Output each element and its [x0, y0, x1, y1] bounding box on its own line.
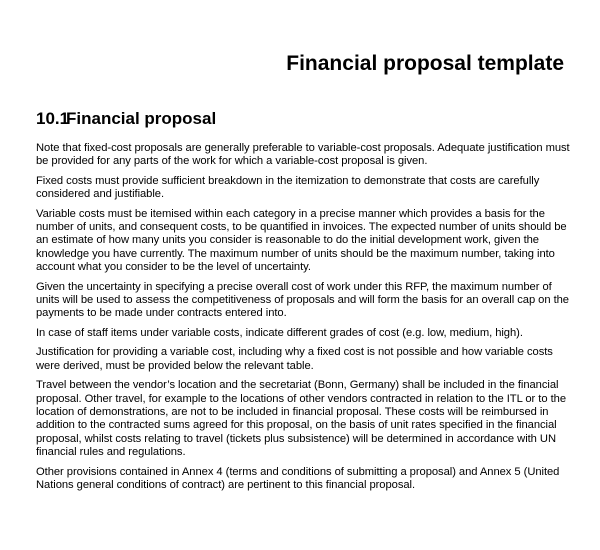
- section-heading: [36, 109, 216, 129]
- section-body: [36, 142, 572, 498]
- section-title: Financial proposal: [66, 109, 217, 128]
- paragraph-other-provisions: Other provisions contained in Annex 4 (terms and conditions of submitting a proposal) and Annex 5 (United Nations general conditions of contract) are pertinent to this financial proposal.: [36, 465, 560, 491]
- paragraph-travel: Travel between the vendor’s location and the secretariat (Bonn, Germany) shall be included in the financial proposal. Other travel, for example to the locations of other vendors contracted in relation to the ITL or to the location of demonstrations, are not to be included in financial proposal. These costs will be reimbursed in addition to the contracted sums agreed for this proposal, on the basis of unit rates specified in the financial proposal, whilst costs relating to travel (tickets plus subsistence) will be determined in accordance with UN financial rules and regulations.: [36, 379, 566, 459]
- paragraph-variable-costs: Variable costs must be itemised within each category in a precise manner which provides a basis for the number of units, and consequent costs, to be quantified in invoices. The expected number of units should be an estimate of how many units you consider is reasonable to do the initial development work, given the knowledge you have currently. The maximum number of units should be the maximum number, taking into account what you consider to be the level of uncertainty.: [36, 207, 567, 274]
- document-title: Financial proposal template: [286, 52, 564, 75]
- paragraph-fixed-costs: Fixed costs must provide sufficient breakdown in the itemization to demonstrate that costs are carefully considered and justifiable.: [36, 174, 540, 201]
- paragraph-maximum-units: Given the uncertainty in specifying a precise overall cost of work under this RFP, the maximum number of units will be used to assess the competitiveness of proposals and will form the basis for an overall cap on the payments to be made under contracts entered into.: [36, 280, 569, 320]
- paragraph-fixed-vs-variable: Note that fixed-cost proposals are generally preferable to variable-cost proposals. Adequate justification must be provided for any parts of the work for which a variable-cost proposal is given.: [36, 142, 570, 168]
- paragraph-staff-grades: In case of staff items under variable costs, indicate different grades of cost (e.g. low, medium, high).: [36, 326, 523, 339]
- paragraph-justification: Justification for providing a variable cost, including why a fixed cost is not possible and how variable costs were derived, must be provided below the relevant table.: [36, 346, 553, 372]
- section-number: 10.1: [36, 109, 70, 128]
